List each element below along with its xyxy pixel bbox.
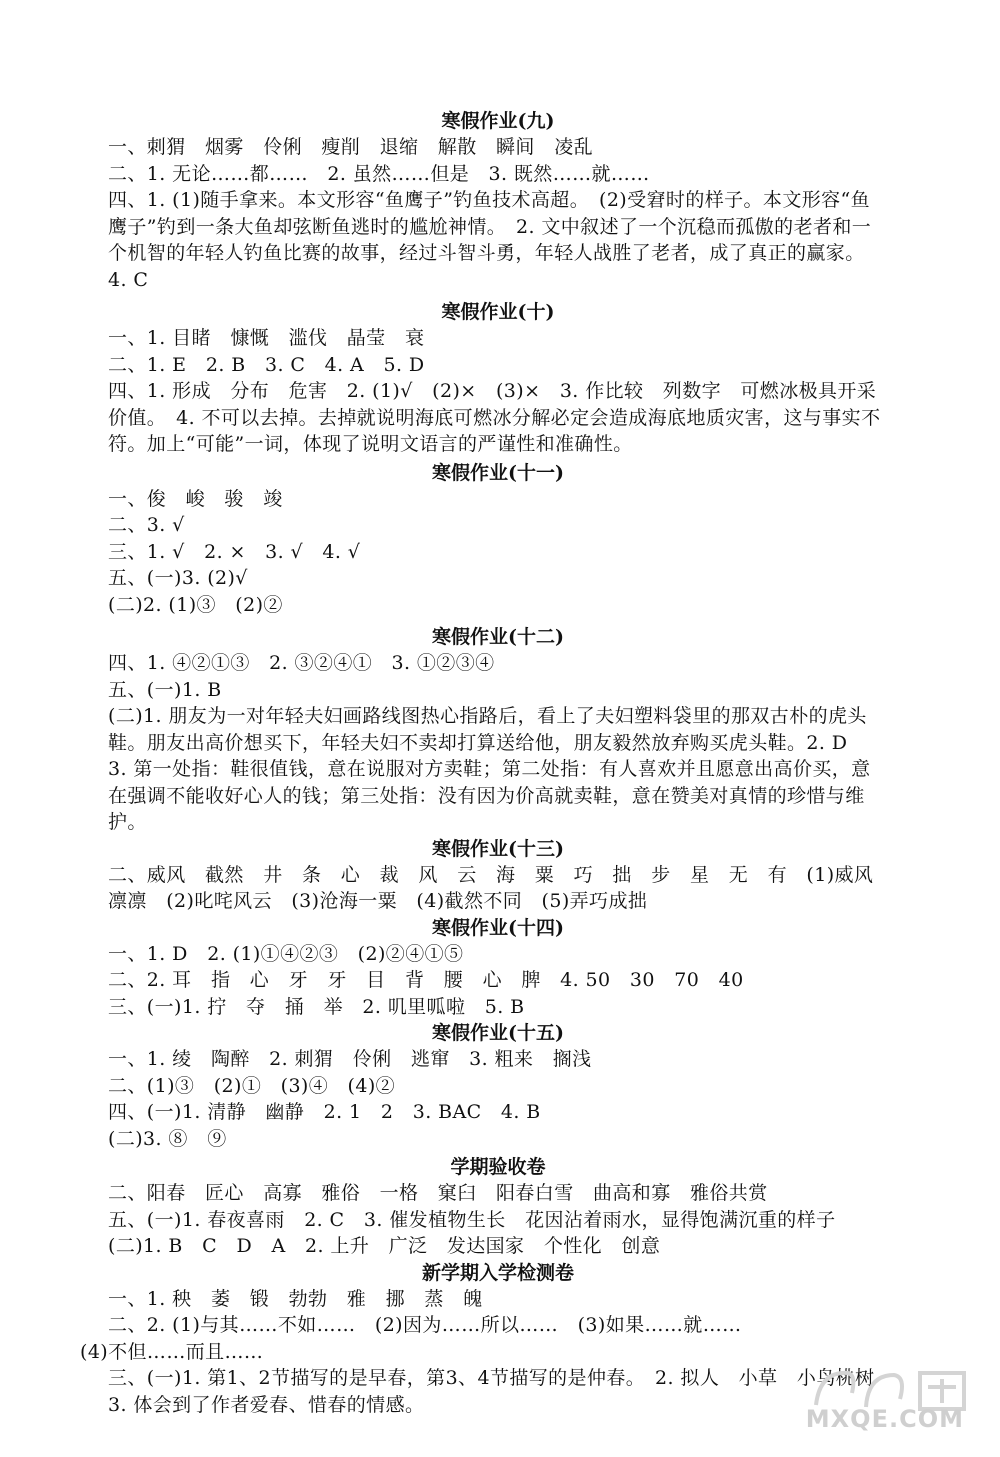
answer-line: 五、(一)3. (2)√	[108, 567, 248, 589]
answer-line: 二、2. (1)与其……不如…… (2)因为……所以…… (3)如果……就……	[108, 1314, 742, 1336]
answer-line: 一、俊 峻 骏 竣	[108, 487, 283, 510]
answer-line: 四、(一)1. 清静 幽静 2. 1 2 3. BAC 4. B	[108, 1101, 541, 1123]
answer-content	[80, 108, 894, 1418]
section-9	[108, 108, 888, 293]
section-11	[108, 460, 888, 619]
section-14	[108, 915, 888, 1021]
answer-line: 五、(一)1. B	[108, 678, 222, 701]
section-title: 寒假作业(十)	[441, 301, 555, 323]
answer-line: (4)不但……而且……	[80, 1340, 264, 1363]
section-title: 新学期入学检测卷	[421, 1261, 574, 1284]
section-title: 学期验收卷	[450, 1156, 546, 1178]
watermark	[796, 1353, 986, 1449]
answer-line: 一、1. D 2. (1)①④②③ (2)②④①⑤	[108, 942, 464, 965]
answer-line: 三、1. √ 2. × 3. √ 4. √	[108, 540, 361, 563]
answer-line: 三、(一)1. 拧 夺 捅 举 2. 叽里呱啦 5. B	[108, 995, 525, 1018]
answer-line: 二、1. 无论……都…… 2. 虽然……但是 3. 既然……就……	[108, 162, 650, 185]
answer-line: 二、阳春 匠心 高寡 雅俗 一格 窠臼 阳春白雪 曲高和寡 雅俗共赏	[108, 1182, 768, 1204]
answer-line: (二)3. ⑧ ⑨	[108, 1127, 227, 1150]
answer-line: 四、1. ④②①③ 2. ③②④① 3. ①②③④	[108, 652, 495, 674]
section-new-term-test	[80, 1260, 894, 1419]
section-13	[108, 836, 888, 915]
answer-line: 二、2. 耳 指 心 牙 牙 目 背 腰 心 脾 4. 50 30 70 40	[108, 969, 744, 991]
section-term-exam	[108, 1154, 888, 1260]
answer-line: 一、1. 秧 萎 锻 勃勃 雅 挪 蒸 魄	[108, 1287, 483, 1310]
answer-paragraph: 四、1. 形成 分布 危害 2. (1)√ (2)× (3)× 3. 作比较 列数字 可燃冰极具开采价值。 4. 不可以去掉。去掉就说明海底可燃冰分解必定会造成海底地质灾害，这与事实不符。加上“可能”一词，体现了说明文语言的严谨性和准确性。	[108, 380, 881, 455]
section-15	[108, 1020, 888, 1152]
section-title: 寒假作业(十四)	[432, 916, 564, 939]
section-12	[108, 624, 888, 836]
answer-line: 一、1. 绫 陶醉 2. 刺猬 伶俐 逃窜 3. 粗来 搁浅	[108, 1048, 592, 1070]
section-title: 寒假作业(十三)	[432, 837, 564, 860]
answer-paragraph: (二)1. 朋友为一对年轻夫妇画路线图热心指路后，看上了夫妇塑料袋里的那双古朴的虎头鞋。朋友出高价想买下，年轻夫妇不卖却打算送给他，朋友毅然放弃购买虎头鞋。2. D	[108, 705, 867, 754]
answer-line: (二)1. B C D A 2. 上升 广泛 发达国家 个性化 创意	[108, 1235, 661, 1257]
answer-line: (二)2. (1)③ (2)②	[108, 593, 283, 616]
section-title: 寒假作业(十二)	[432, 626, 564, 648]
section-title: 寒假作业(九)	[441, 110, 555, 132]
section-title: 寒假作业(十五)	[432, 1022, 564, 1044]
watermark-url: MXQE.COM	[805, 1405, 964, 1433]
answer-line: 二、(1)③ (2)① (3)④ (4)②	[108, 1074, 396, 1097]
section-10	[108, 299, 888, 458]
answer-paragraph: 二、威风 截然 井 条 心 裁 风 云 海 粟 巧 拙 步 星 无 有 (1)威风凛凛 (2)叱咤风云 (3)沧海一粟 (4)截然不同 (5)弄巧成拙	[108, 863, 874, 912]
answer-paragraph: 三、(一)1. 第1、2节描写的是早春，第3、4节描写的是仲春。 2. 拟人 小草 小鸟桃树 3. 体会到了作者爱春、惜春的情感。	[108, 1367, 894, 1416]
answer-paragraph: 四、1. (1)随手拿来。本文形容“鱼鹰子”钓鱼技术高超。 (2)受窘时的样子。本文形容“鱼鹰子”钓到一条大鱼却弦断鱼逃时的尴尬神情。 2. 文中叙述了一个沉稳而孤傲的老者和一个机智的年轻人钓鱼比赛的故事，经过斗智斗勇，年轻人战胜了老者，成了真正的赢家。 4. C	[108, 189, 875, 291]
answer-line: 二、1. E 2. B 3. C 4. A 5. D	[108, 353, 425, 376]
answer-line: 五、(一)1. 春夜喜雨 2. C 3. 催发植物生长 花因沾着雨水，显得饱满沉重的样子	[108, 1208, 836, 1231]
answer-line: 一、刺猬 烟雾 伶俐 瘦削 退缩 解散 瞬间 凌乱	[108, 136, 594, 158]
answer-line: 二、3. √	[108, 514, 185, 536]
answer-line: 一、1. 目睹 慷慨 滥伐 晶莹 衰	[108, 327, 425, 349]
section-title: 寒假作业(十一)	[432, 461, 564, 484]
answer-paragraph: 3. 第一处指：鞋很值钱，意在说服对方卖鞋；第二处指：有人喜欢并且愿意出高价买，意在强调不能收好心人的钱；第三处指：没有因为价高就卖鞋，意在赞美对真情的珍惜与维护。	[108, 758, 871, 833]
